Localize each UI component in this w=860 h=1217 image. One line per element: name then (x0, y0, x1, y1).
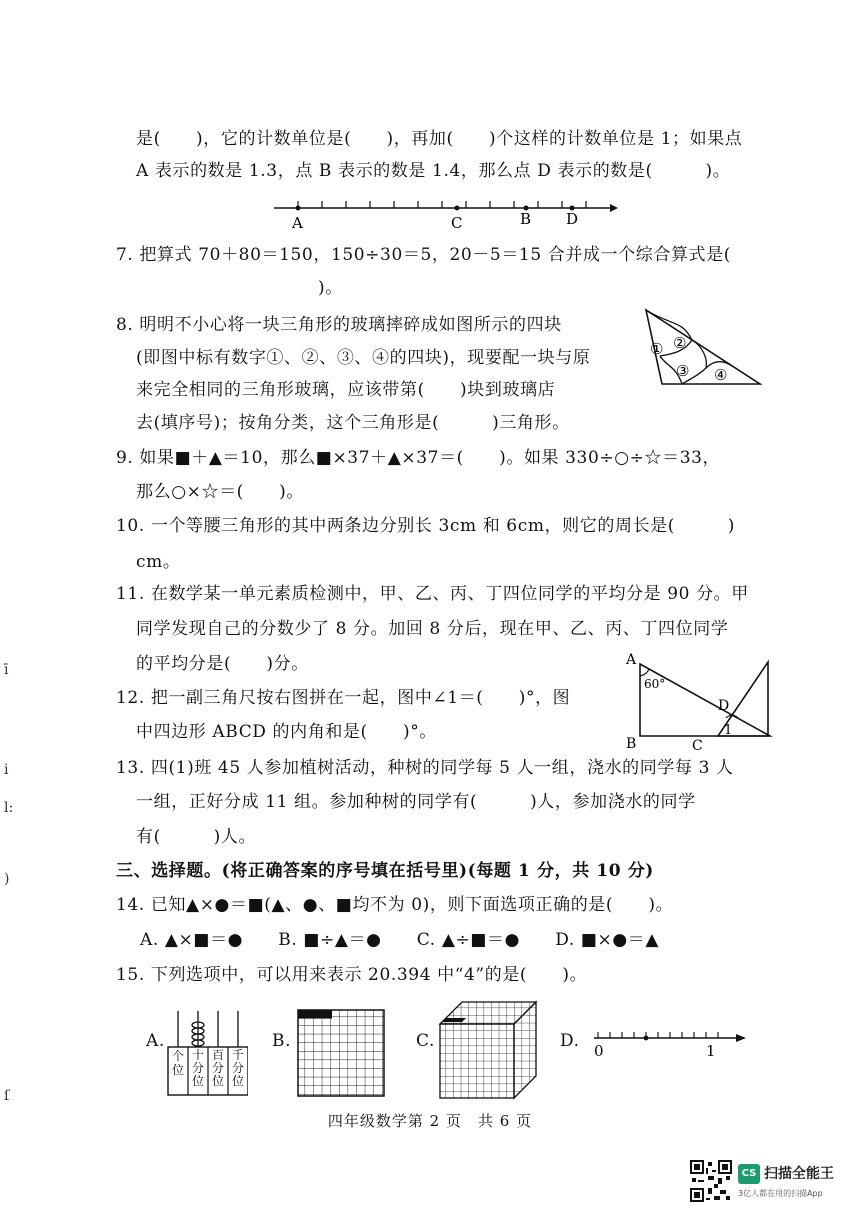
hundred-grid-figure (296, 1008, 388, 1098)
section-3-heading: 三、选择题。(将正确答案的序号填在括号里)(每题 1 分，共 10 分) (116, 861, 654, 881)
piece-4-label: ④ (714, 366, 728, 384)
margin-mark-2: i (4, 762, 9, 778)
margin-mark-5: ſ (4, 1088, 10, 1104)
piece-2-label: ② (673, 334, 687, 352)
abacus-col-tenths: 十分位 (191, 1048, 204, 1088)
q6-line-1: 是( )，它的计数单位是( )，再加( )个这样的计数单位是 1；如果点 (136, 129, 743, 149)
scanner-title: 扫描全能王 (764, 1166, 834, 1182)
q13-line-1: 13. 四(1)班 45 人参加植树活动，种树的同学每 5 人一组，浇水的同学每 3 人 (116, 758, 734, 778)
vertex-a-label: A (626, 652, 637, 668)
q13-line-3: 有( )人。 (136, 827, 257, 847)
vertex-c-label: C (692, 738, 703, 754)
q15-option-b-label: B. (272, 1031, 292, 1051)
q11-line-3: 的平均分是( )分。 (136, 654, 309, 674)
q9-line-2: 那么○×☆＝( )。 (136, 482, 304, 502)
q12-line-1: 12. 把一副三角尺按右图拼在一起，图中∠1＝( )°，图 (116, 688, 571, 708)
q8-line-3: 来完全相同的三角形玻璃，应该带第( )块到玻璃店 (136, 380, 556, 400)
camscanner-logo: CS (738, 1164, 760, 1184)
q12-set-squares-figure (622, 650, 774, 754)
margin-mark-4: ) (4, 871, 10, 887)
point-a-dot (296, 206, 301, 211)
page-footer: 四年级数学第 2 页 共 6 页 (327, 1112, 533, 1130)
label-d: D (566, 210, 579, 228)
q6-line-2: A 表示的数是 1.3，点 B 表示的数是 1.4，那么点 D 表示的数是( )。 (136, 161, 731, 181)
scanner-subtitle: 3亿人都在用的扫描App (738, 1189, 823, 1198)
nl-zero-label: 0 (594, 1042, 604, 1060)
q14-line-1: 14. 已知▲×●＝■(▲、●、■均不为 0)，则下面选项正确的是( )。 (116, 895, 674, 915)
label-b: B (520, 210, 532, 228)
qr-code-icon (690, 1160, 732, 1202)
angle-1-label: 1 (724, 723, 733, 738)
q15-line-1: 15. 下列选项中，可以用来表示 20.394 中“4”的是( )。 (116, 965, 588, 985)
vertex-b-label: B (626, 736, 637, 752)
q7-line-2: )。 (318, 278, 343, 298)
q8-broken-triangle-figure (632, 306, 766, 388)
q10-line-2: cm。 (136, 552, 181, 572)
angle-60-label: 60° (644, 677, 666, 691)
piece-3-label: ③ (676, 362, 690, 380)
q8-line-1: 8. 明明不小心将一块三角形的玻璃摔碎成如图所示的四块 (116, 315, 562, 335)
nl-one-label: 1 (706, 1042, 716, 1060)
margin-mark-3: l: (4, 800, 14, 816)
q8-line-2: (即图中标有数字①、②、③、④的四块)，现要配一块与原 (136, 348, 591, 368)
piece-1-label: ① (650, 340, 664, 358)
margin-mark-1: ī (4, 662, 9, 678)
q15-option-c-label: C. (416, 1031, 436, 1051)
q11-line-1: 11. 在数学某一单元素质检测中，甲、乙、丙、丁四位同学的平均分是 90 分。甲 (116, 584, 749, 604)
point-c-dot (455, 206, 460, 211)
scanner-watermark (690, 1160, 850, 1206)
q13-line-2: 一组，正好分成 11 组。参加种树的同学有( )人，参加浇水的同学 (136, 792, 696, 812)
q15-option-a-label: A. (146, 1031, 165, 1051)
vertex-d-label: D (718, 698, 730, 714)
q15-option-d-label: D. (560, 1031, 580, 1051)
abacus-col-hundredths: 百分位 (211, 1048, 224, 1088)
label-a: A (292, 214, 303, 232)
q8-line-4: 去(填序号)；按角分类，这个三角形是( )三角形。 (136, 413, 570, 433)
abacus-col-ones: 个位 (171, 1049, 184, 1077)
q10-line-1: 10. 一个等腰三角形的其中两条边分别长 3cm 和 6cm，则它的周长是( ) (116, 516, 736, 536)
q12-line-2: 中四边形 ABCD 的内角和是( )°。 (136, 722, 437, 742)
abacus-col-thousandths: 千分位 (231, 1048, 244, 1088)
q9-line-1: 9. 如果■＋▲＝10，那么■×37＋▲×37＝( )。如果 330÷○÷☆＝33， (116, 448, 721, 468)
q11-line-2: 同学发现自己的分数少了 8 分。加回 8 分后，现在甲、乙、丙、丁四位同学 (136, 619, 729, 639)
q15-number-line (584, 1024, 750, 1064)
label-c: C (451, 214, 463, 232)
q6-number-line (270, 196, 620, 232)
q14-options: A. ▲×■＝● B. ■÷▲＝● C. ▲÷■＝● D. ■×●＝▲ (140, 930, 660, 950)
thousand-cube-figure (438, 1000, 538, 1100)
q7-line-1: 7. 把算式 70＋80＝150，150÷30＝5，20－5＝15 合并成一个综合算式是( (116, 245, 731, 265)
